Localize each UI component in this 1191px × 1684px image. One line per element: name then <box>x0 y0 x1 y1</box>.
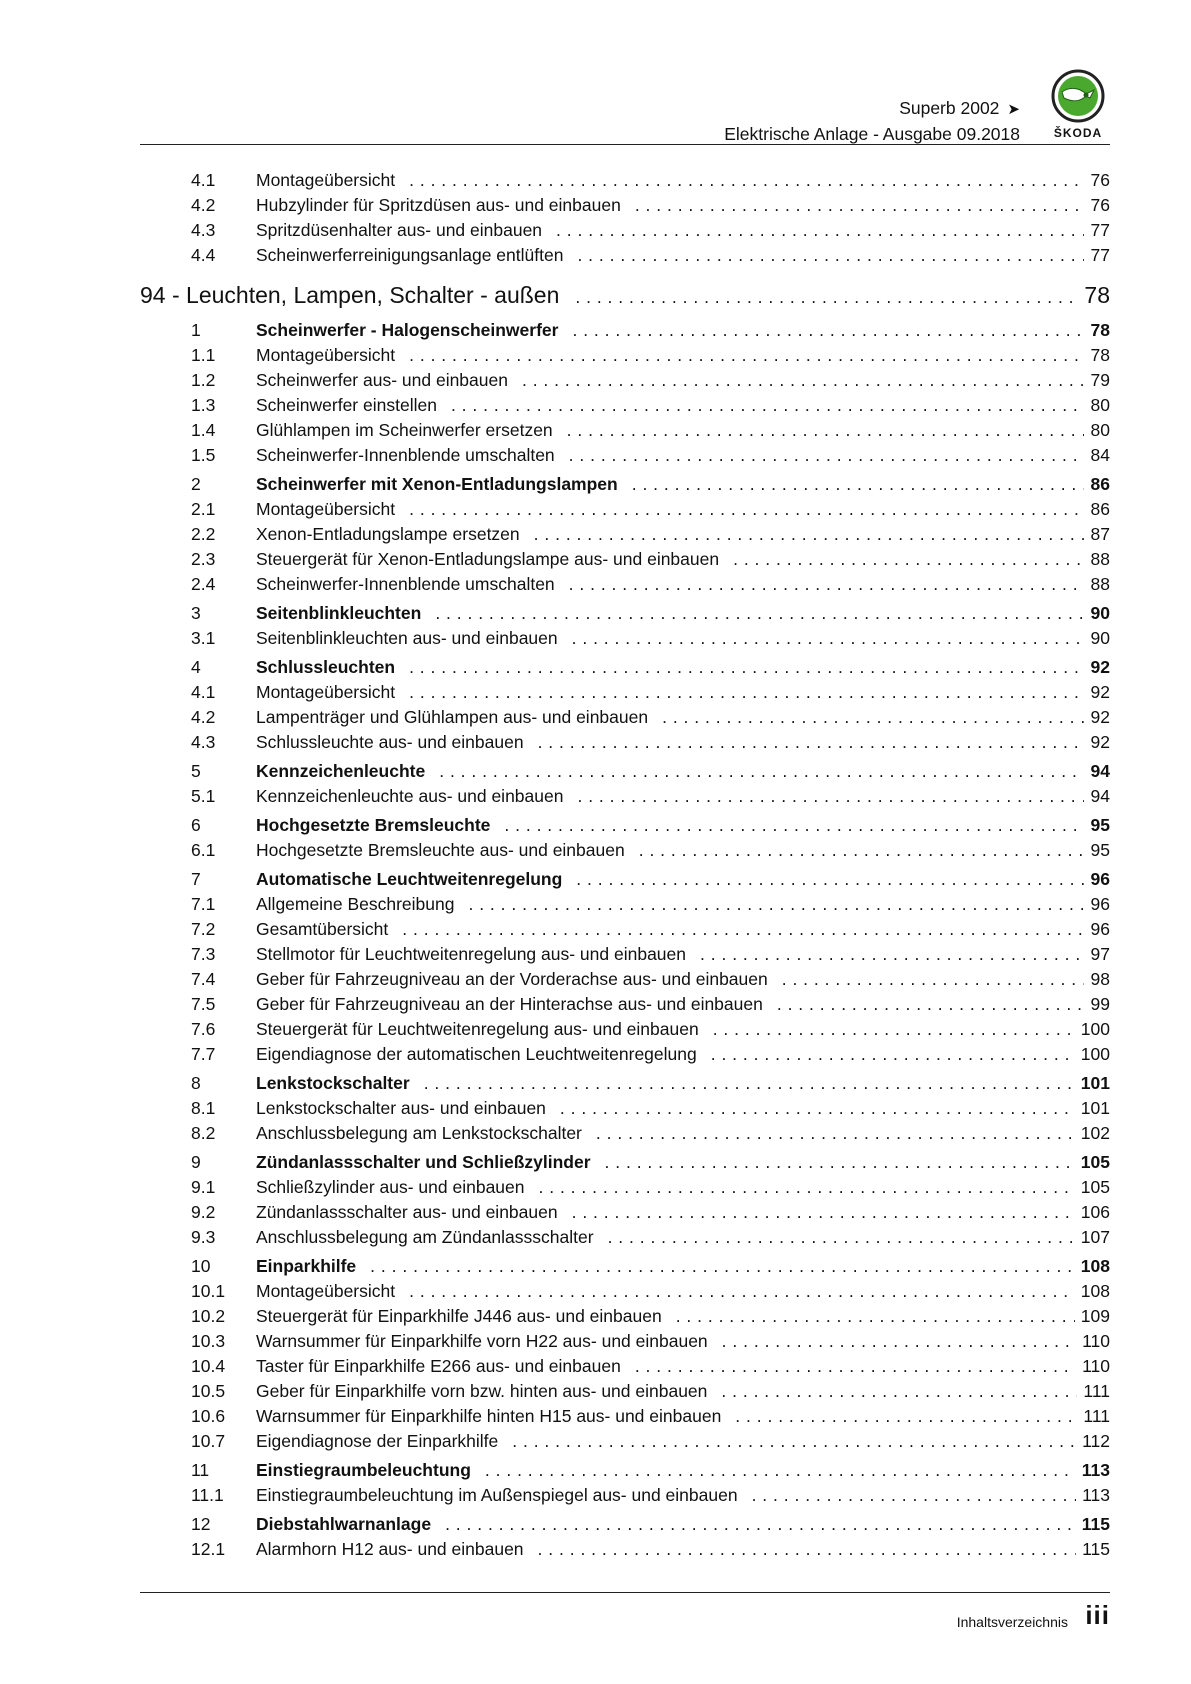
toc-subsection-entry[interactable] <box>140 680 1110 705</box>
toc-subsection-entry[interactable] <box>140 1096 1110 1121</box>
toc-entry-number: 7.1 <box>191 894 216 914</box>
toc-section-entry[interactable] <box>140 1458 1110 1483</box>
toc-entry-number: 2.4 <box>191 574 216 594</box>
toc-entry-page: 94 <box>1085 784 1110 809</box>
toc-entry-label: Diebstahlwarnanlage . . . <box>256 1512 1084 1537</box>
toc-entry-number: 7.4 <box>191 969 216 989</box>
toc-entry-label: Scheinwerfer - Halogenscheinwerfer . . . <box>256 318 1084 343</box>
toc-entry-page: 94 <box>1085 759 1110 784</box>
toc-subsection-entry[interactable] <box>140 168 1110 193</box>
toc-entry-page: 105 <box>1075 1175 1110 1200</box>
toc-subsection-entry[interactable] <box>140 218 1110 243</box>
toc-entry-number: 2.2 <box>191 524 216 544</box>
toc-entry-label: Montageübersicht . . . <box>256 168 1084 193</box>
toc-entry-label: Alarmhorn H12 aus- und einbauen . . . <box>256 1537 1084 1562</box>
header-subtitle: Elektrische Anlage - Ausgabe 09.2018 <box>724 124 1020 144</box>
toc-entry-label: Spritzdüsenhalter aus- und einbauen . . . <box>256 218 1084 243</box>
toc-entry-page: 87 <box>1085 522 1110 547</box>
toc-entry-page: 84 <box>1085 443 1110 468</box>
table-of-contents <box>140 168 1110 1562</box>
toc-entry-label: Schließzylinder aus- und einbauen . . . <box>256 1175 1084 1200</box>
toc-subsection-entry[interactable] <box>140 1379 1110 1404</box>
toc-entry-page: 95 <box>1085 813 1110 838</box>
toc-subsection-entry[interactable] <box>140 522 1110 547</box>
toc-subsection-entry[interactable] <box>140 443 1110 468</box>
toc-entry-label: Lenkstockschalter aus- und einbauen . . . <box>256 1096 1084 1121</box>
toc-entry-number: 12.1 <box>191 1539 226 1559</box>
toc-entry-number: 10.6 <box>191 1406 226 1426</box>
toc-entry-number: 8 <box>191 1073 201 1093</box>
toc-subsection-entry[interactable] <box>140 547 1110 572</box>
toc-entry-page: 78 <box>1078 276 1110 314</box>
toc-entry-page: 76 <box>1085 168 1110 193</box>
toc-subsection-entry[interactable] <box>140 243 1110 268</box>
toc-entry-label: Anschlussbelegung am Zündanlassschalter . . . <box>256 1225 1084 1250</box>
toc-entry-page: 80 <box>1085 393 1110 418</box>
toc-entry-number: 9.2 <box>191 1202 216 1222</box>
toc-entry-number: 5 <box>191 761 201 781</box>
toc-section-entry[interactable] <box>140 1150 1110 1175</box>
toc-entry-number: 1 <box>191 320 201 340</box>
header-model-line <box>724 96 1020 122</box>
toc-entry-label: Anschlussbelegung am Lenkstockschalter . . . <box>256 1121 1084 1146</box>
toc-entry-page: 90 <box>1085 601 1110 626</box>
toc-entry-label: Scheinwerferreinigungsanlage entlüften . . . <box>256 243 1084 268</box>
toc-entry-page: 113 <box>1076 1458 1110 1483</box>
toc-entry-number: 4.2 <box>191 707 216 727</box>
toc-entry-page: 105 <box>1075 1150 1110 1175</box>
toc-subsection-entry[interactable] <box>140 917 1110 942</box>
toc-entry-page: 99 <box>1085 992 1110 1017</box>
toc-subsection-entry[interactable] <box>140 1404 1110 1429</box>
toc-entry-number: 5.1 <box>191 786 216 806</box>
toc-subsection-entry[interactable] <box>140 784 1110 809</box>
toc-entry-number: 9 <box>191 1152 201 1172</box>
toc-entry-number: 3 <box>191 603 201 623</box>
toc-entry-page: 101 <box>1075 1096 1110 1121</box>
toc-entry-number: 6.1 <box>191 840 216 860</box>
footer-section-title: Inhaltsverzeichnis <box>956 1614 1068 1630</box>
skoda-winged-arrow-icon <box>1046 68 1110 124</box>
toc-subsection-entry[interactable] <box>140 1483 1110 1508</box>
toc-entry-page: 113 <box>1076 1483 1110 1508</box>
toc-entry-number: 7.7 <box>191 1044 216 1064</box>
toc-entry-label: Steuergerät für Leuchtweitenregelung aus- und einbauen . . . <box>256 1017 1084 1042</box>
toc-subsection-entry[interactable] <box>140 838 1110 863</box>
toc-entry-number: 7.2 <box>191 919 216 939</box>
toc-section-entry[interactable] <box>140 813 1110 838</box>
toc-entry-page: 92 <box>1085 730 1110 755</box>
toc-entry-label: Kennzeichenleuchte aus- und einbauen . . . <box>256 784 1084 809</box>
toc-entry-number: 7.5 <box>191 994 216 1014</box>
toc-subsection-entry[interactable] <box>140 1225 1110 1250</box>
toc-entry-label: Scheinwerfer-Innenblende umschalten . . . <box>256 572 1084 597</box>
toc-subsection-entry[interactable] <box>140 1279 1110 1304</box>
toc-entry-page: 100 <box>1075 1042 1110 1067</box>
toc-entry-number: 2 <box>191 474 201 494</box>
toc-entry-label: Montageübersicht . . . <box>256 343 1084 368</box>
toc-entry-label: Gesamtübersicht . . . <box>256 917 1084 942</box>
toc-entry-number: 4.4 <box>191 245 216 265</box>
toc-entry-number: 12 <box>191 1514 211 1534</box>
header-rule <box>140 144 1110 145</box>
toc-entry-label: Allgemeine Beschreibung . . . <box>256 892 1084 917</box>
toc-entry-page: 112 <box>1076 1429 1110 1454</box>
toc-entry-page: 97 <box>1085 942 1110 967</box>
toc-entry-page: 111 <box>1077 1379 1110 1404</box>
toc-subsection-entry[interactable] <box>140 1537 1110 1562</box>
toc-entry-page: 86 <box>1085 497 1110 522</box>
toc-entry-label: Scheinwerfer einstellen . . . <box>256 393 1084 418</box>
toc-entry-label: Automatische Leuchtweitenregelung . . . <box>256 867 1084 892</box>
toc-entry-label: Seitenblinkleuchten . . . <box>256 601 1084 626</box>
toc-entry-number: 9.1 <box>191 1177 216 1197</box>
toc-subsection-entry[interactable] <box>140 892 1110 917</box>
toc-entry-page: 108 <box>1075 1254 1110 1279</box>
toc-entry-number: 2.3 <box>191 549 216 569</box>
toc-entry-label: Montageübersicht . . . <box>256 497 1084 522</box>
toc-subsection-entry[interactable] <box>140 393 1110 418</box>
toc-section-entry[interactable] <box>140 759 1110 784</box>
header-model: Superb 2002 <box>899 98 1000 118</box>
toc-subsection-entry[interactable] <box>140 1354 1110 1379</box>
toc-entry-page: 88 <box>1085 572 1110 597</box>
toc-entry-page: 111 <box>1077 1404 1110 1429</box>
footer-page-number: iii <box>1085 1600 1110 1630</box>
toc-entry-number: 10.5 <box>191 1381 226 1401</box>
toc-subsection-entry[interactable] <box>140 193 1110 218</box>
toc-entry-label: Seitenblinkleuchten aus- und einbauen . . . <box>256 626 1084 651</box>
toc-entry-label: Einstiegraumbeleuchtung im Außenspiegel aus- und einbauen . . . <box>256 1483 1084 1508</box>
toc-entry-number: 1.2 <box>191 370 216 390</box>
toc-subsection-entry[interactable] <box>140 1304 1110 1329</box>
toc-entry-label: Steuergerät für Xenon-Entladungslampe aus- und einbauen . . . <box>256 547 1084 572</box>
toc-entry-page: 101 <box>1075 1071 1110 1096</box>
page-header <box>140 68 1110 144</box>
toc-entry-number: 3.1 <box>191 628 216 648</box>
toc-section-entry[interactable] <box>140 1512 1110 1537</box>
toc-subsection-entry[interactable] <box>140 942 1110 967</box>
toc-entry-page: 80 <box>1085 418 1110 443</box>
toc-entry-number: 4.3 <box>191 220 216 240</box>
toc-entry-page: 109 <box>1075 1304 1110 1329</box>
toc-subsection-entry[interactable] <box>140 705 1110 730</box>
toc-entry-number: 1.3 <box>191 395 216 415</box>
logo-wordmark: ŠKODA <box>1053 126 1103 140</box>
toc-entry-page: 78 <box>1085 318 1110 343</box>
toc-entry-page: 90 <box>1085 626 1110 651</box>
toc-entry-label: Warnsummer für Einparkhilfe hinten H15 aus- und einbauen . . . <box>256 1404 1084 1429</box>
toc-entry-label: Hochgesetzte Bremsleuchte aus- und einbauen . . . <box>256 838 1084 863</box>
toc-entry-page: 108 <box>1075 1279 1110 1304</box>
toc-entry-page: 115 <box>1076 1537 1110 1562</box>
toc-entry-page: 102 <box>1075 1121 1110 1146</box>
toc-entry-number: 10.3 <box>191 1331 226 1351</box>
toc-entry-number: 6 <box>191 815 201 835</box>
toc-entry-label: Geber für Fahrzeugniveau an der Hinterachse aus- und einbauen . . . <box>256 992 1084 1017</box>
toc-subsection-entry[interactable] <box>140 343 1110 368</box>
toc-subsection-entry[interactable] <box>140 497 1110 522</box>
toc-entry-label: Hubzylinder für Spritzdüsen aus- und einbauen . . . <box>256 193 1084 218</box>
toc-entry-label: Steuergerät für Einparkhilfe J446 aus- und einbauen . . . <box>256 1304 1084 1329</box>
toc-entry-number: 10.7 <box>191 1431 226 1451</box>
toc-entry-label: Einstiegraumbeleuchtung . . . <box>256 1458 1084 1483</box>
toc-entry-number: 4.1 <box>191 682 216 702</box>
toc-entry-label: Einparkhilfe . . . <box>256 1254 1084 1279</box>
toc-entry-page: 77 <box>1085 218 1110 243</box>
toc-entry-number: 7 <box>191 869 201 889</box>
toc-entry-number: 1.5 <box>191 445 216 465</box>
toc-subsection-entry[interactable] <box>140 1429 1110 1454</box>
footer-rule <box>140 1592 1110 1593</box>
toc-chapter-entry[interactable] <box>140 276 1110 314</box>
toc-entry-label: Schlussleuchten . . . <box>256 655 1084 680</box>
toc-entry-label: Stellmotor für Leuchtweitenregelung aus- und einbauen . . . <box>256 942 1084 967</box>
toc-subsection-entry[interactable] <box>140 572 1110 597</box>
toc-entry-page: 115 <box>1076 1512 1110 1537</box>
toc-entry-label: Taster für Einparkhilfe E266 aus- und einbauen . . . <box>256 1354 1084 1379</box>
toc-entry-label: Eigendiagnose der Einparkhilfe . . . <box>256 1429 1084 1454</box>
toc-entry-label: Zündanlassschalter aus- und einbauen . . . <box>256 1200 1084 1225</box>
toc-entry-page: 79 <box>1085 368 1110 393</box>
toc-section-entry[interactable] <box>140 472 1110 497</box>
toc-subsection-entry[interactable] <box>140 967 1110 992</box>
toc-entry-label: Eigendiagnose der automatischen Leuchtweitenregelung . . . <box>256 1042 1084 1067</box>
toc-entry-page: 95 <box>1085 838 1110 863</box>
toc-subsection-entry[interactable] <box>140 418 1110 443</box>
toc-entry-label: Zündanlassschalter und Schließzylinder . . . <box>256 1150 1084 1175</box>
toc-entry-number: 10.1 <box>191 1281 226 1301</box>
toc-entry-page: 110 <box>1076 1329 1110 1354</box>
toc-section-entry[interactable] <box>140 318 1110 343</box>
toc-entry-page: 78 <box>1085 343 1110 368</box>
toc-entry-label: Geber für Fahrzeugniveau an der Vorderachse aus- und einbauen . . . <box>256 967 1084 992</box>
toc-entry-number: 8.2 <box>191 1123 216 1143</box>
toc-entry-number: 4 <box>191 657 201 677</box>
toc-entry-number: 8.1 <box>191 1098 216 1118</box>
toc-entry-label: 94 - Leuchten, Lampen, Schalter - außen . . . <box>140 276 1084 316</box>
toc-entry-label: Kennzeichenleuchte . . . <box>256 759 1084 784</box>
toc-entry-number: 11.1 <box>191 1485 224 1505</box>
toc-entry-label: Schlussleuchte aus- und einbauen . . . <box>256 730 1084 755</box>
toc-section-entry[interactable] <box>140 867 1110 892</box>
toc-entry-page: 77 <box>1085 243 1110 268</box>
toc-entry-label: Xenon-Entladungslampe ersetzen . . . <box>256 522 1084 547</box>
toc-section-entry[interactable] <box>140 655 1110 680</box>
toc-subsection-entry[interactable] <box>140 626 1110 651</box>
toc-entry-number: 4.3 <box>191 732 216 752</box>
toc-subsection-entry[interactable] <box>140 1329 1110 1354</box>
toc-entry-label: Scheinwerfer aus- und einbauen . . . <box>256 368 1084 393</box>
toc-entry-label: Scheinwerfer-Innenblende umschalten . . . <box>256 443 1084 468</box>
toc-entry-number: 10.4 <box>191 1356 226 1376</box>
arrow-icon: ➤ <box>1007 101 1020 118</box>
toc-subsection-entry[interactable] <box>140 1042 1110 1067</box>
toc-entry-page: 100 <box>1075 1017 1110 1042</box>
toc-entry-label: Geber für Einparkhilfe vorn bzw. hinten aus- und einbauen . . . <box>256 1379 1084 1404</box>
toc-entry-label: Lampenträger und Glühlampen aus- und einbauen . . . <box>256 705 1084 730</box>
toc-subsection-entry[interactable] <box>140 1200 1110 1225</box>
toc-entry-label: Montageübersicht . . . <box>256 1279 1084 1304</box>
toc-subsection-entry[interactable] <box>140 1175 1110 1200</box>
toc-entry-page: 106 <box>1075 1200 1110 1225</box>
toc-entry-number: 10.2 <box>191 1306 226 1326</box>
toc-entry-page: 92 <box>1085 655 1110 680</box>
toc-entry-number: 4.1 <box>191 170 216 190</box>
toc-entry-number: 7.3 <box>191 944 216 964</box>
toc-entry-label: Lenkstockschalter . . . <box>256 1071 1084 1096</box>
toc-entry-number: 1.4 <box>191 420 216 440</box>
toc-entry-label: Scheinwerfer mit Xenon-Entladungslampen . . . <box>256 472 1084 497</box>
toc-entry-label: Montageübersicht . . . <box>256 680 1084 705</box>
toc-subsection-entry[interactable] <box>140 730 1110 755</box>
toc-entry-page: 86 <box>1085 472 1110 497</box>
toc-entry-page: 110 <box>1076 1354 1110 1379</box>
toc-entry-page: 96 <box>1085 867 1110 892</box>
toc-entry-page: 98 <box>1085 967 1110 992</box>
header-text <box>724 96 1020 146</box>
toc-section-entry[interactable] <box>140 1254 1110 1279</box>
toc-entry-page: 107 <box>1075 1225 1110 1250</box>
toc-entry-number: 4.2 <box>191 195 216 215</box>
toc-entry-number: 10 <box>191 1256 211 1276</box>
toc-subsection-entry[interactable] <box>140 368 1110 393</box>
toc-entry-page: 92 <box>1085 705 1110 730</box>
toc-entry-page: 88 <box>1085 547 1110 572</box>
toc-entry-page: 92 <box>1085 680 1110 705</box>
toc-section-entry[interactable] <box>140 601 1110 626</box>
toc-entry-page: 96 <box>1085 917 1110 942</box>
toc-entry-page: 76 <box>1085 193 1110 218</box>
toc-entry-number: 9.3 <box>191 1227 216 1247</box>
skoda-logo <box>1046 68 1110 144</box>
toc-entry-label: Glühlampen im Scheinwerfer ersetzen . . . <box>256 418 1084 443</box>
toc-section-entry[interactable] <box>140 1071 1110 1096</box>
toc-entry-number: 11 <box>191 1460 210 1480</box>
toc-subsection-entry[interactable] <box>140 992 1110 1017</box>
toc-entry-page: 96 <box>1085 892 1110 917</box>
toc-entry-number: 2.1 <box>191 499 216 519</box>
toc-subsection-entry[interactable] <box>140 1121 1110 1146</box>
toc-entry-number: 7.6 <box>191 1019 216 1039</box>
toc-entry-label: Warnsummer für Einparkhilfe vorn H22 aus- und einbauen . . . <box>256 1329 1084 1354</box>
toc-entry-label: Hochgesetzte Bremsleuchte . . . <box>256 813 1084 838</box>
toc-subsection-entry[interactable] <box>140 1017 1110 1042</box>
toc-entry-number: 1.1 <box>191 345 216 365</box>
